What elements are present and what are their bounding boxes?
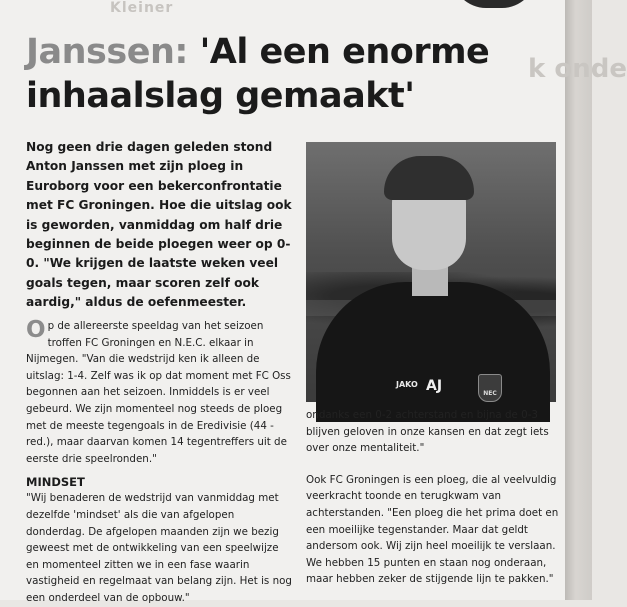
article-column-left [26,318,292,607]
headline-name: Janssen: [26,32,188,72]
article-headline [26,30,546,118]
paragraph-1 [26,318,292,467]
headline-quote: 'Al een enorme inhaalslag gemaakt' [26,32,490,116]
section-subhead: MINDSET [26,475,85,490]
coach-photo [306,142,556,402]
article-intro: Nog geen drie dagen geleden stond Anton Janssen met zijn ploeg in Euroborg voor een bekerconfrontatie met FC Groningen. Hoe die uitslag ook is geworden, vanmiddag om half drie beginnen de beide ploegen weer op 0-0. "We krijgen de laatste weken veel goals tegen, maar scoren zelf ook aardig," aldus de oefenmeester. [26,140,292,310]
club-badge: NEC [478,374,502,402]
article-column-right [306,407,564,603]
photo-torso [316,282,550,422]
paragraph-1-text: p de allereerste speeldag van het seizoen troffen FC Groningen en N.E.C. elkaar in Nijmegen. "Van die wedstrijd ken ik alleen de uitslag: 1-4. Zelf was ik op dat moment met FC Oss begonnen aan het seizoen. Inmiddels is er veel gebeurd. We zijn momenteel nog steeds de ploeg met de meeste tegengoals in de Eredivisie (44 - red.), maar daarvan komen 14 tegentreffers uit de eerste drie speelronden." [26,320,291,465]
photo-hair [384,156,474,200]
bleed-through-text-right: k onde [528,54,627,84]
corner-graphic [452,0,536,8]
shirt-initials: AJ [426,378,443,394]
bleed-through-text-top: Kleiner [110,0,174,16]
paragraph-3: ondanks een 0-2 achterstand en bijna de 0-3 blijven geloven in onze kansen en dat zegt iets over onze mentaliteit." [306,409,549,455]
drop-cap: O [26,317,46,343]
kit-brand-logo: JAKO [396,380,418,389]
paragraph-2: "Wij benaderen de wedstrijd van vanmiddag met dezelfde 'mindset' als die van afgelopen donderdag. De afgelopen maanden zijn we bezig geweest met de ontwikkeling van een speelwijze en momenteel zitten we in een fase waarin vastigheid en regelmaat van belang zijn. Het is nog een onderdeel van de opbouw." [26,492,292,604]
paragraph-4: Ook FC Groningen is een ploeg, die al veelvuldig veerkracht toonde en terugkwam van achterstanden. "Een ploeg die het prima doet en een moeilijke tegenstander. Maar dat geldt andersom ook. Wij zijn heel moeilijk te verslaan. We hebben 15 punten en staan nog onderaan, maar hebben zeker de stijgende lijn te pakken." [306,473,559,586]
